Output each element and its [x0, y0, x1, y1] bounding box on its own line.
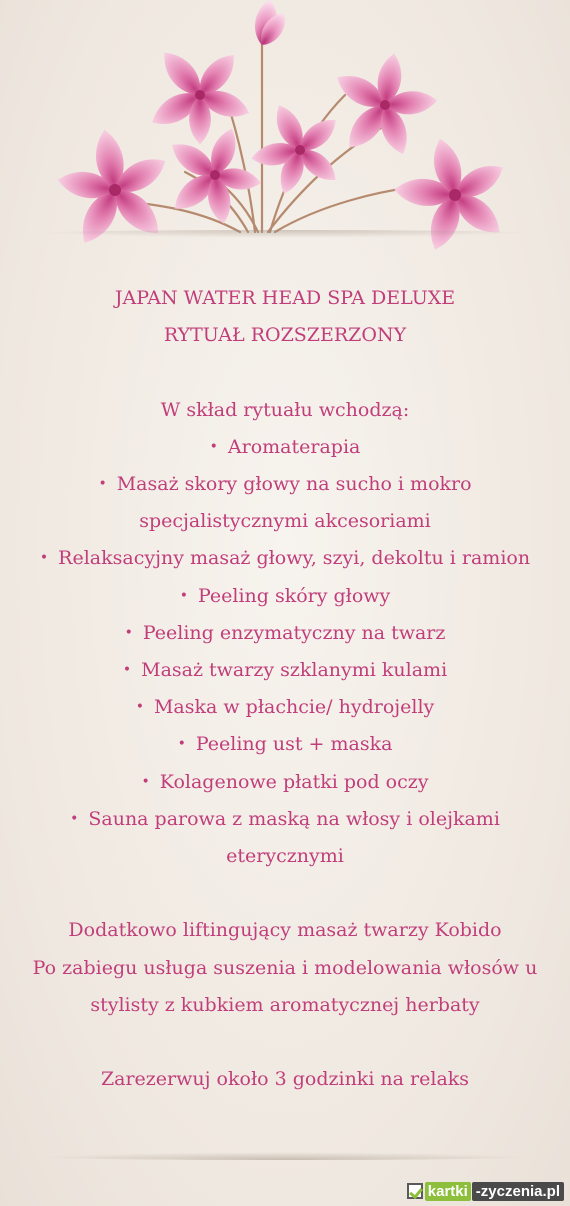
list-item: • Kolagenowe płatki pod oczy: [15, 764, 555, 801]
list-item: • Peeling skóry głowy: [15, 578, 555, 615]
checkmark-logo-icon: [407, 1183, 423, 1199]
card-text: [15, 280, 555, 1098]
list-item: • Masaż twarzy szklanymi kulami: [15, 652, 555, 689]
list-item-continuation: specjalistycznymi akcesoriami: [139, 510, 431, 533]
cherry-blossom-illustration: [0, 0, 570, 260]
list-item-continuation: eterycznymi: [226, 845, 344, 868]
title-line-2: RYTUAŁ ROZSZERZONY: [163, 324, 407, 347]
extra-line-3: stylisty z kubkiem aromatycznej herbaty: [90, 993, 480, 1016]
list-item: • Peeling enzymatyczny na twarz: [15, 615, 555, 652]
list-item: • Masaż skory głowy na sucho i mokro: [15, 466, 555, 503]
list-item: • Relaksacyjny masaż głowy, szyi, dekoltu i ramion: [15, 540, 555, 577]
top-divider-shadow: [20, 230, 550, 238]
site-watermark[interactable]: [407, 1178, 564, 1204]
cta-text: Zarezerwuj około 3 godzinki na relaks: [100, 1068, 470, 1091]
extra-line-1: Dodatkowo liftingujący masaż twarzy Kobido: [68, 919, 502, 942]
watermark-part-1: kartki: [425, 1182, 471, 1201]
list-item: • Peeling ust + maska: [15, 726, 555, 763]
list-item: • Maska w płachcie/ hydrojelly: [15, 689, 555, 726]
watermark-part-2: -zyczenia.pl: [472, 1182, 564, 1201]
intro-text: W skład rytuału wchodzą:: [160, 398, 410, 421]
extra-line-2: Po zabiegu usługa suszenia i modelowania włosów u: [32, 956, 538, 979]
list-item: • Aromaterapia: [15, 429, 555, 466]
title-line-1: JAPAN WATER HEAD SPA DELUXE: [114, 287, 456, 309]
bottom-divider-shadow: [20, 1152, 550, 1160]
list-item: • Sauna parowa z maską na włosy i olejkami: [15, 801, 555, 838]
